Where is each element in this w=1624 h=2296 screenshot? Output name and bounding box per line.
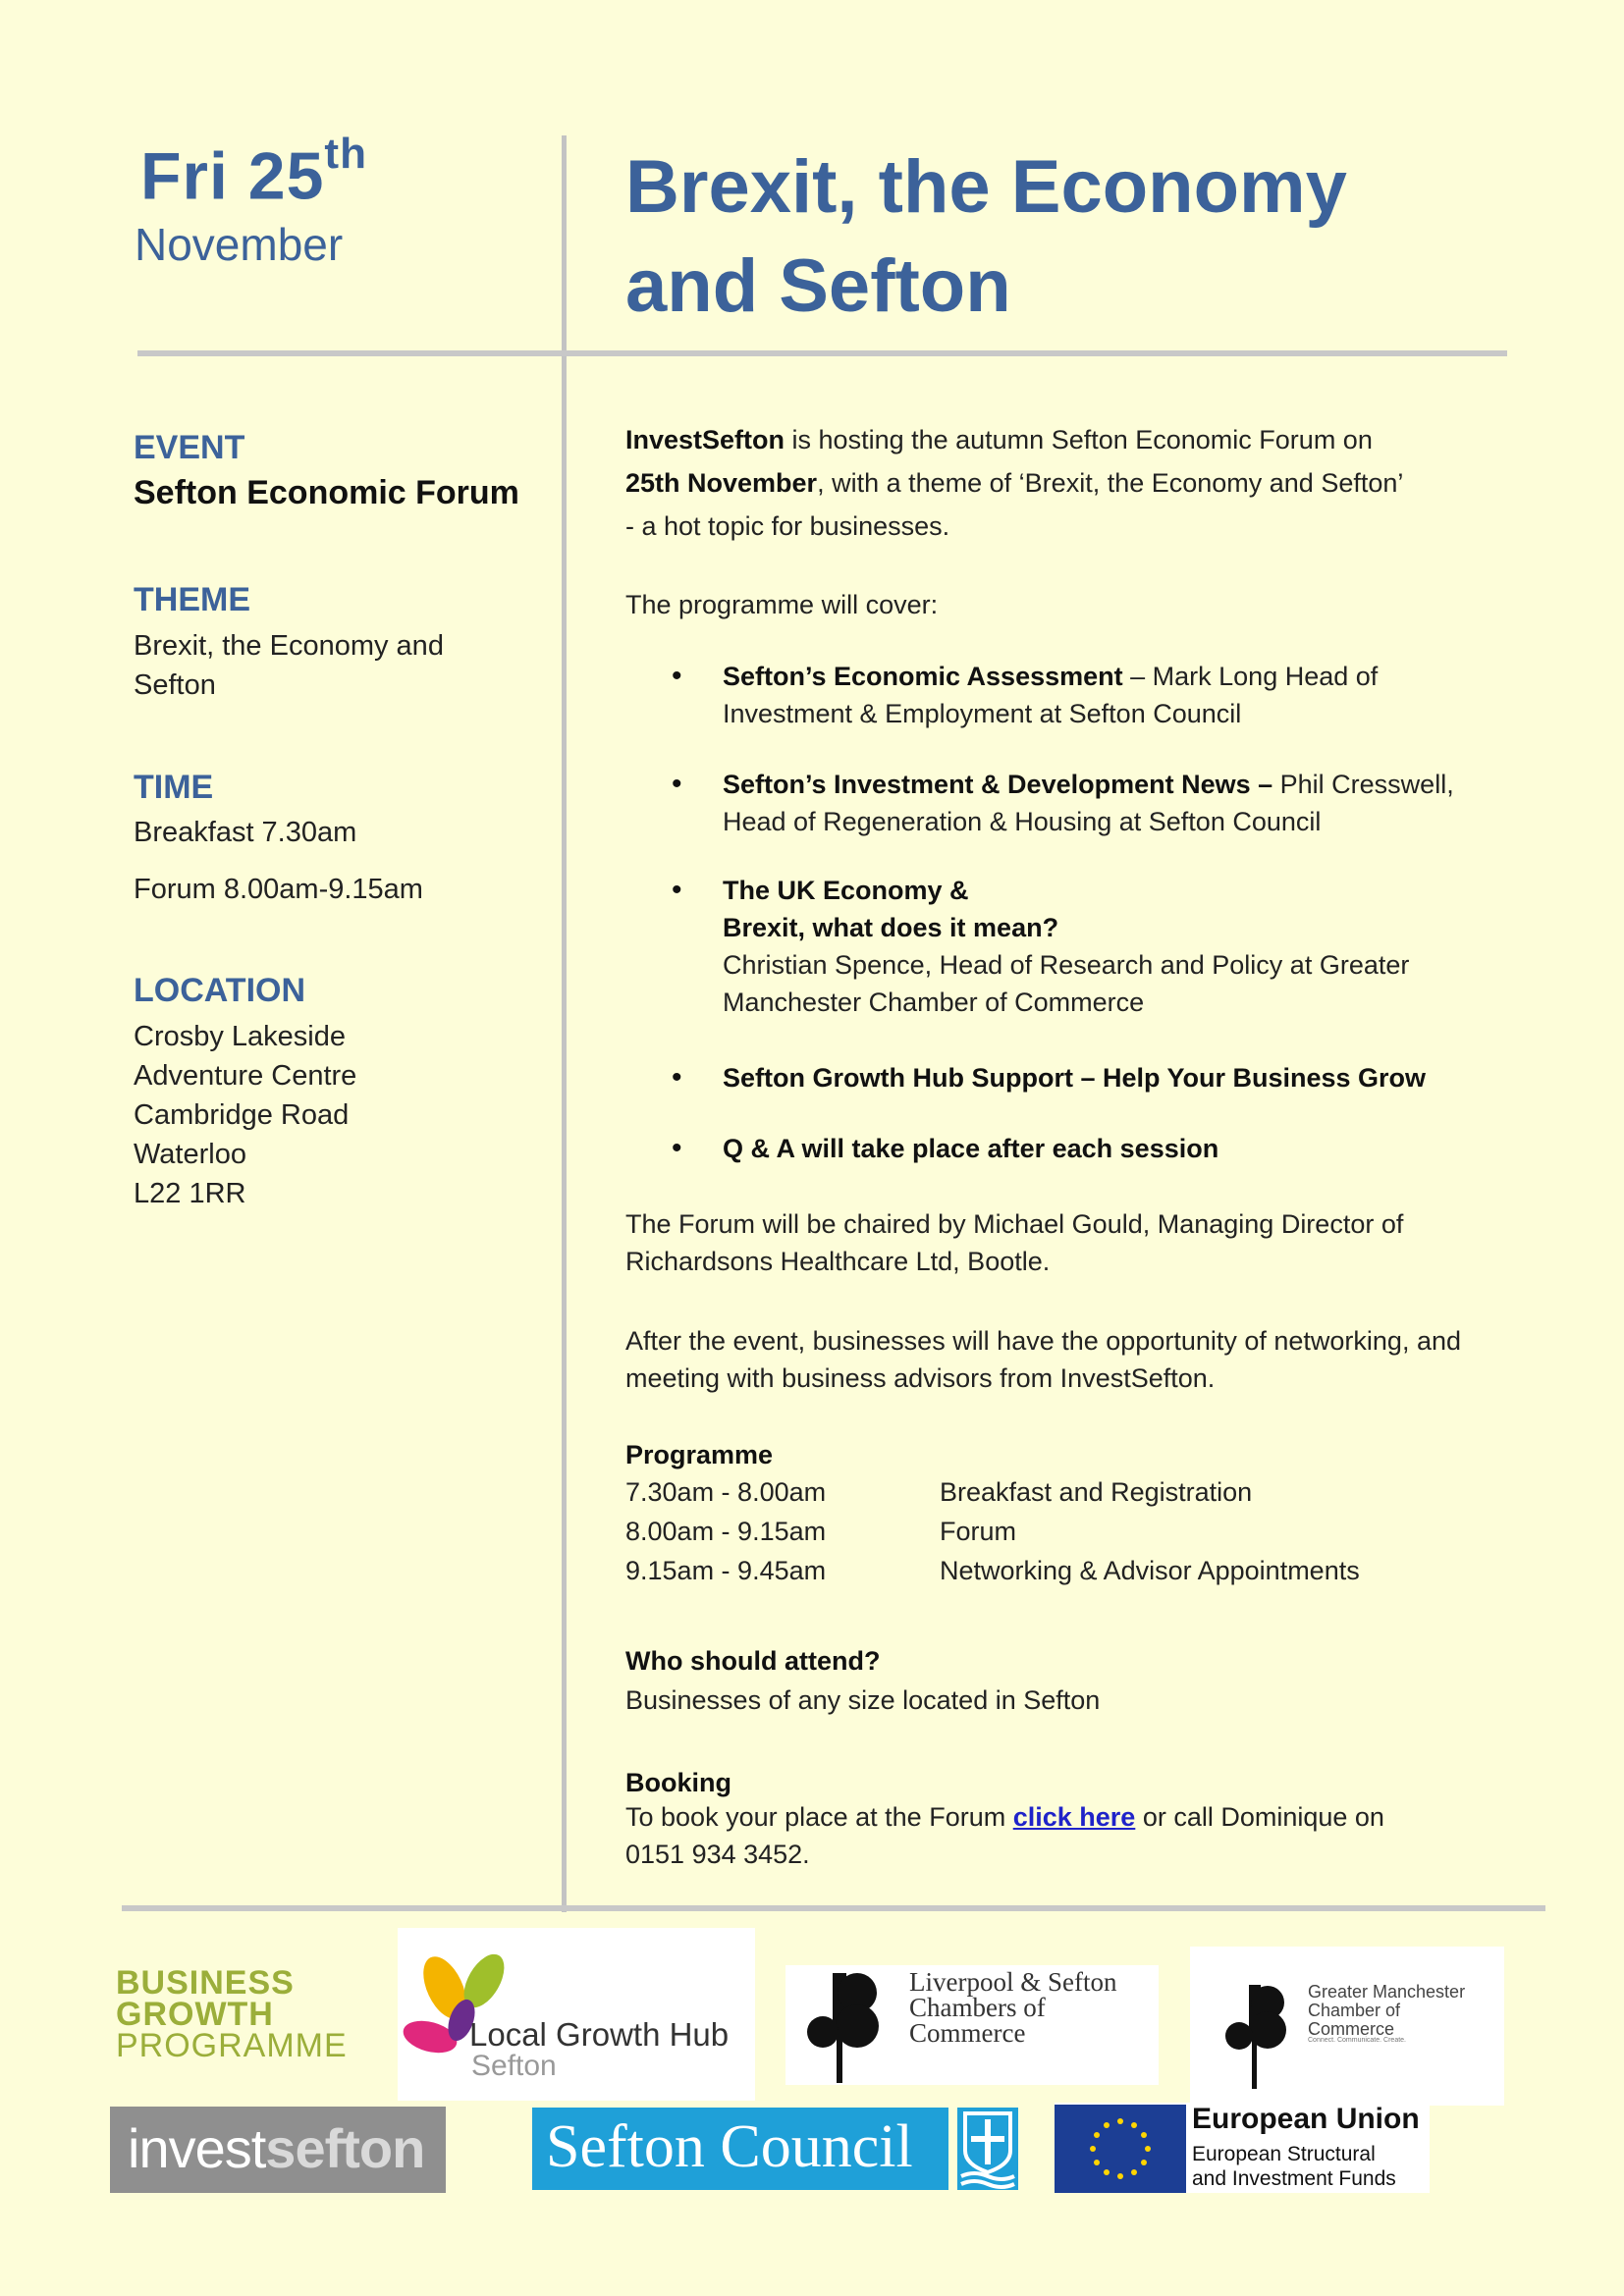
attend-heading: Who should attend? — [625, 1646, 881, 1676]
booking-heading: Booking — [625, 1768, 731, 1797]
chamber-tree-icon — [803, 1971, 897, 2085]
booking-phone: 0151 934 3452. — [625, 1840, 810, 1869]
bullet-icon: • — [672, 768, 682, 800]
bullet-item: Q & A will take place after each session — [723, 1134, 1219, 1163]
location-heading: LOCATION — [134, 972, 306, 1009]
bullet-item: Sefton’s Investment & Development News – Phil Cresswell, Head of Regeneration & Housing at Sefton Council — [723, 770, 1454, 836]
investsefton-wordmark: investsefton — [128, 2117, 425, 2179]
event-heading: EVENT — [134, 429, 245, 466]
programme-time: 9.15am - 9.45am — [625, 1556, 827, 1585]
address-line: Crosby Lakeside — [134, 1021, 346, 1052]
bullet-item: Sefton Growth Hub Support – Help Your Business Grow — [723, 1063, 1427, 1093]
event-date-month: November — [135, 219, 344, 270]
growth-hub-name: Local Growth Hub — [469, 2016, 730, 2053]
bullet-icon: • — [672, 1132, 682, 1164]
programme-desc: Breakfast and Registration — [940, 1477, 1253, 1507]
chair-paragraph: The Forum will be chaired by Michael Gould, Managing Director of Richardsons Healthcare Ltd, Bootle. — [625, 1209, 1404, 1276]
time-breakfast: Breakfast 7.30am — [134, 817, 357, 848]
header-divider — [137, 350, 1507, 356]
bullet-item: Sefton’s Economic Assessment – Mark Long Head of Investment & Employment at Sefton Council — [723, 662, 1379, 728]
event-date-bold: 25th November — [625, 468, 818, 498]
networking-paragraph: After the event, businesses will have the opportunity of networking, and meeting with business advisors from InvestSefton. — [625, 1326, 1462, 1393]
gmc-name: Greater Manchester Chamber of Commerce — [1308, 1982, 1466, 2039]
business-growth-programme-logo: BUSINESS GROWTH PROGRAMME — [116, 1964, 348, 2064]
footer-divider — [122, 1905, 1545, 1911]
booking-link[interactable]: click here — [1012, 1802, 1136, 1832]
time-heading: TIME — [134, 769, 214, 806]
eu-flag-icon — [1055, 2105, 1186, 2193]
theme-heading: THEME — [134, 581, 250, 618]
event-value: Sefton Economic Forum — [134, 474, 519, 511]
programme-time: 8.00am - 9.15am — [625, 1517, 827, 1546]
bullet-item: The UK Economy & Brexit, what does it mean? Christian Spence, Head of Research and Policy at Greater Manchester Chamber of Commerce — [723, 876, 1410, 1017]
programme-time: 7.30am - 8.00am — [625, 1477, 827, 1507]
eu-subtitle: European Structural and Investment Funds — [1192, 2143, 1396, 2190]
lsc-name: Liverpool & Sefton Chambers of Commerce — [909, 1967, 1117, 2048]
time-forum: Forum 8.00am-9.15am — [134, 874, 423, 905]
programme-desc: Forum — [940, 1517, 1017, 1546]
address-line: L22 1RR — [134, 1178, 246, 1209]
programme-heading: Programme — [625, 1440, 774, 1469]
vertical-divider — [562, 135, 567, 1912]
bullet-icon: • — [672, 874, 682, 906]
sefton-council-wordmark: Sefton Council — [546, 2113, 913, 2180]
address-line: Cambridge Road — [134, 1099, 350, 1131]
address-line: Adventure Centre — [134, 1060, 357, 1092]
council-crest-icon — [957, 2108, 1018, 2190]
bullet-icon: • — [672, 660, 682, 692]
theme-value: Brexit, the Economy and Sefton — [134, 630, 444, 701]
date-suffix: th — [324, 130, 367, 178]
org-name: InvestSefton — [625, 425, 785, 454]
attend-text: Businesses of any size located in Sefton — [625, 1685, 1101, 1715]
address-line: Waterloo — [134, 1139, 246, 1170]
event-date-day: Fri 25th — [140, 130, 367, 214]
bullet-icon: • — [672, 1061, 682, 1094]
chamber-tree-icon — [1223, 1983, 1302, 2093]
eu-title: European Union — [1192, 2103, 1420, 2135]
booking-text: To book your place at the Forum click here or call Dominique on 0151 934 3452. — [625, 1802, 1384, 1869]
programme-intro: The programme will cover: — [625, 590, 939, 619]
programme-desc: Networking & Advisor Appointments — [940, 1556, 1360, 1585]
growth-hub-sub: Sefton — [471, 2050, 557, 2082]
gmc-tagline: Connect. Communicate. Create. — [1308, 2037, 1406, 2044]
intro-paragraph: InvestSefton is hosting the autumn Sefton Economic Forum on 25th November, with a theme of ‘Brexit, the Economy and Sefton’ - a hot topic for businesses. — [625, 425, 1404, 541]
location-address — [134, 1017, 546, 1213]
page-title: Brexit, the Economy and Sefton — [625, 145, 1347, 328]
